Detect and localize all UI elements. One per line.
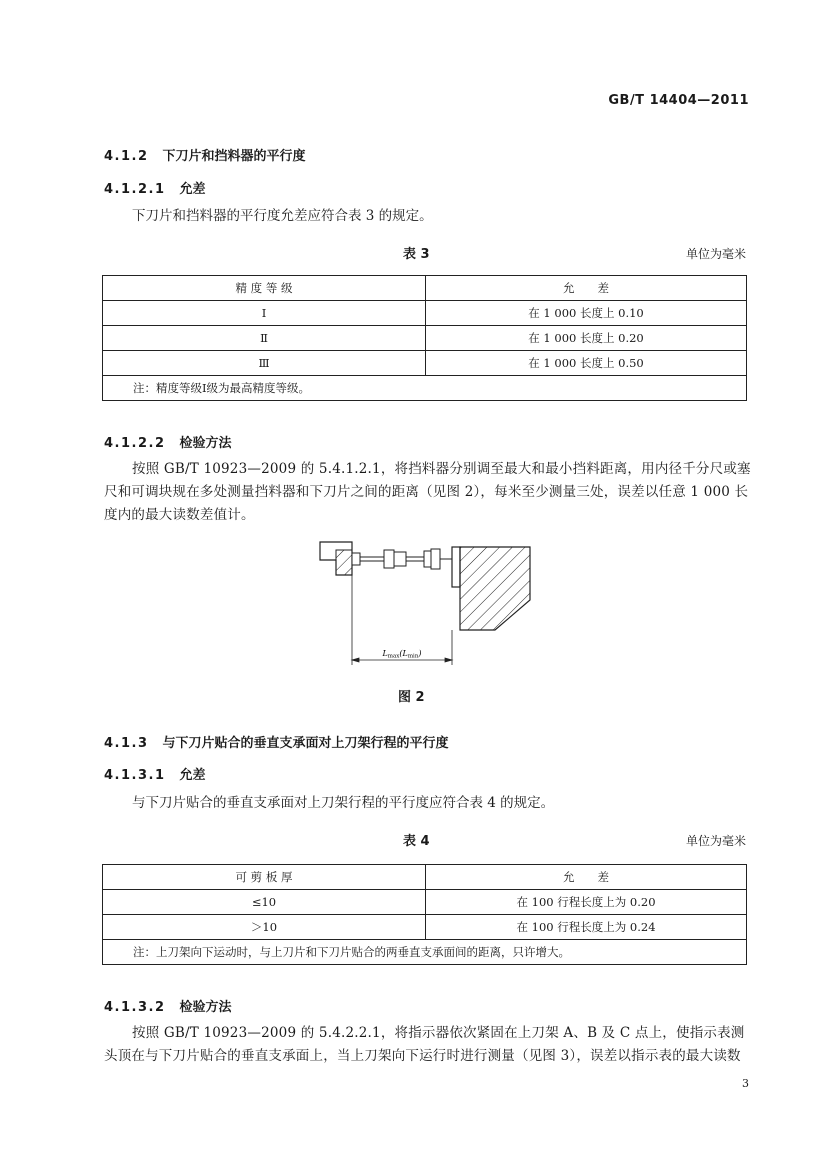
table-row xyxy=(103,326,747,351)
grade-cell: Ⅱ xyxy=(103,326,426,351)
tolerance-cell: 在 100 行程长度上为 0.24 xyxy=(426,915,747,940)
subsection-number: 4.1.3.1 xyxy=(104,768,166,783)
table-4-unit: 单位为毫米 xyxy=(685,834,746,848)
dimension-label: Lmax(Lmin) xyxy=(382,649,422,660)
table-note-row xyxy=(103,940,747,965)
subsection-heading-4-1-2-2 xyxy=(104,432,232,451)
lower-blade-block xyxy=(452,547,530,630)
table-3 xyxy=(102,275,747,401)
subsection-heading-4-1-2-1 xyxy=(104,178,206,197)
table-note: 注：上刀架向下运动时，与上刀片和下刀片贴合的两垂直支承面间的距离，只许增大。 xyxy=(103,940,747,965)
subsection-number: 4.1.2.2 xyxy=(104,436,166,451)
table-row xyxy=(103,915,747,940)
paragraph-4-1-2-1: 下刀片和挡料器的平行度允差应符合表 3 的规定。 xyxy=(132,208,433,224)
subsection-heading-4-1-3-1 xyxy=(104,764,206,783)
column-header-tolerance: 允 差 xyxy=(426,276,747,301)
table-row xyxy=(103,351,747,376)
table-note-row xyxy=(103,376,747,401)
table-3-unit: 单位为毫米 xyxy=(685,247,746,261)
subsection-title: 允差 xyxy=(179,768,206,783)
table-4-caption: 表 4 xyxy=(403,834,430,849)
thickness-cell: ＞10 xyxy=(103,915,426,940)
grade-cell: Ⅰ xyxy=(103,301,426,326)
table-note: 注：精度等级Ⅰ级为最高精度等级。 xyxy=(103,376,747,401)
table-header-row xyxy=(103,865,747,890)
paragraph-4-1-2-2: 按照 GB/T 10923—2009 的 5.4.1.2.1，将挡料器分别调至最大和最小挡料距离，用内径千分尺或塞尺和可调块规在多处测量挡料器和下刀片之间的距离（见图 2），每米至少测量三处，误差以任意 1 000 长度内的最大读数差值计。 xyxy=(104,461,751,523)
thickness-cell: ≤10 xyxy=(103,890,426,915)
subsection-title: 检验方法 xyxy=(179,1000,232,1015)
section-title: 与下刀片贴合的垂直支承面对上刀架行程的平行度 xyxy=(162,736,449,751)
table-4 xyxy=(102,864,747,965)
subsection-title: 允差 xyxy=(179,182,206,197)
tolerance-cell: 在 100 行程长度上为 0.20 xyxy=(426,890,747,915)
table-row xyxy=(103,890,747,915)
subsection-number: 4.1.3.2 xyxy=(104,1000,166,1015)
section-title: 下刀片和挡料器的平行度 xyxy=(162,149,306,164)
grade-cell: Ⅲ xyxy=(103,351,426,376)
figure-2-caption: 图 2 xyxy=(398,690,425,705)
column-header-thickness: 可 剪 板 厚 xyxy=(103,865,426,890)
stopper-block xyxy=(320,542,352,575)
tolerance-cell: 在 1 000 长度上 0.50 xyxy=(426,351,747,376)
figure-2-diagram xyxy=(300,530,540,670)
paragraph-4-1-3-2: 按照 GB/T 10923—2009 的 5.4.2.2.1，将指示器依次紧固在上刀架 A、B 及 C 点上，使指示表测头顶在与下刀片贴合的垂直支承面上，当上刀架向下运行时进行测量（见图 3），误差以指示表的最大读数 xyxy=(104,1025,745,1064)
subsection-heading-4-1-3-2 xyxy=(104,996,232,1015)
column-header-tolerance: 允 差 xyxy=(426,865,747,890)
table-header-row xyxy=(103,276,747,301)
inside-micrometer xyxy=(352,549,452,569)
subsection-title: 检验方法 xyxy=(179,436,232,451)
section-number: 4.1.2 xyxy=(104,149,149,164)
section-number: 4.1.3 xyxy=(104,736,149,751)
subsection-number: 4.1.2.1 xyxy=(104,182,166,197)
standard-number: GB/T 14404—2011 xyxy=(608,93,749,108)
tolerance-cell: 在 1 000 长度上 0.10 xyxy=(426,301,747,326)
table-row xyxy=(103,301,747,326)
table-3-caption: 表 3 xyxy=(403,247,430,262)
page-number: 3 xyxy=(742,1077,749,1090)
paragraph-4-1-3-1: 与下刀片贴合的垂直支承面对上刀架行程的平行度应符合表 4 的规定。 xyxy=(132,795,555,811)
section-heading-4-1-3 xyxy=(104,732,449,751)
section-heading-4-1-2 xyxy=(104,145,306,164)
tolerance-cell: 在 1 000 长度上 0.20 xyxy=(426,326,747,351)
column-header-grade: 精 度 等 级 xyxy=(103,276,426,301)
